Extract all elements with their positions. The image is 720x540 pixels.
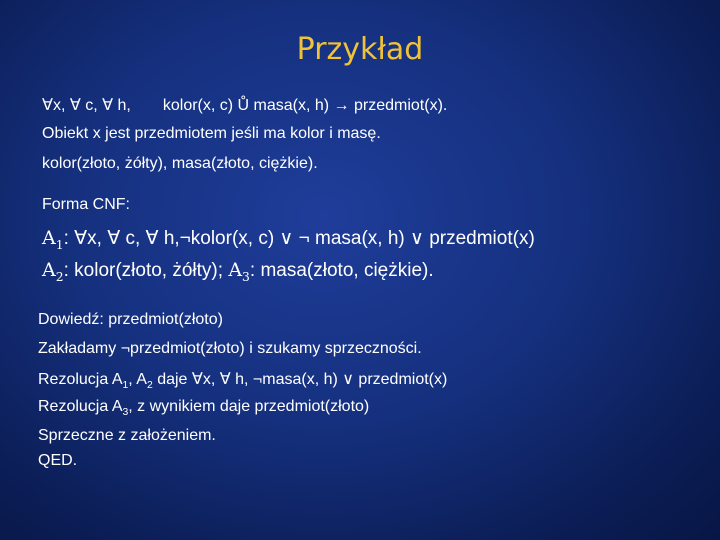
- a3-clause: : masa(złoto, ciężkie).: [249, 260, 434, 281]
- a1-clause: : ∀x, ∀ c, ∀ h,¬kolor(x, c) ∨ ¬ masa(x, h) ∨ przedmiot(x): [63, 228, 535, 249]
- a3-sub: 3: [242, 269, 250, 284]
- res2-text-b: , z wynikiem daje przedmiot(złoto): [128, 398, 370, 415]
- cnf-label: Forma CNF:: [42, 196, 130, 213]
- slide-title: Przykład: [296, 32, 424, 67]
- assume-line: Zakładamy ¬przedmiot(złoto) i szukamy sprzeczności.: [38, 340, 422, 357]
- resolution-1-line: [38, 369, 447, 391]
- qed-line: QED.: [38, 452, 78, 469]
- a1-letter: A: [42, 227, 56, 249]
- res2-sub: 3: [122, 407, 129, 419]
- rule-body: kolor(x, c) Ů masa(x, h) → przedmiot(x).: [162, 97, 448, 114]
- res2-text-a: Rezolucja A: [38, 398, 123, 415]
- resolution-2-line: [38, 398, 369, 418]
- a3-letter: A: [228, 259, 243, 281]
- a1-sub: 1: [55, 237, 64, 252]
- res1-text-a: Rezolucja A: [38, 371, 123, 388]
- a2-letter: A: [42, 259, 56, 281]
- prove-line: Dowiedź: przedmiot(złoto): [38, 311, 223, 328]
- facts-line: kolor(złoto, żółty), masa(złoto, ciężkie).: [42, 155, 318, 172]
- res1-sub1: 1: [122, 380, 129, 392]
- cnf-a2-a3-line: [42, 259, 434, 284]
- res1-text-b: , A: [128, 371, 147, 388]
- a2-clause: : kolor(złoto, żółty);: [63, 260, 229, 281]
- rule-line: [42, 95, 447, 115]
- res1-text-c: daje ∀x, ∀ h, ¬masa(x, h) ∨ przedmiot(x): [152, 371, 448, 388]
- res1-sub2: 2: [146, 380, 153, 392]
- a2-sub: 2: [55, 269, 64, 284]
- contradiction-line: Sprzeczne z założeniem.: [38, 427, 216, 444]
- rule-sentence: Obiekt x jest przedmiotem jeśli ma kolor i masę.: [42, 125, 381, 142]
- rule-quantifiers: ∀x, ∀ c, ∀ h,: [42, 97, 131, 114]
- cnf-a1-line: [42, 227, 535, 252]
